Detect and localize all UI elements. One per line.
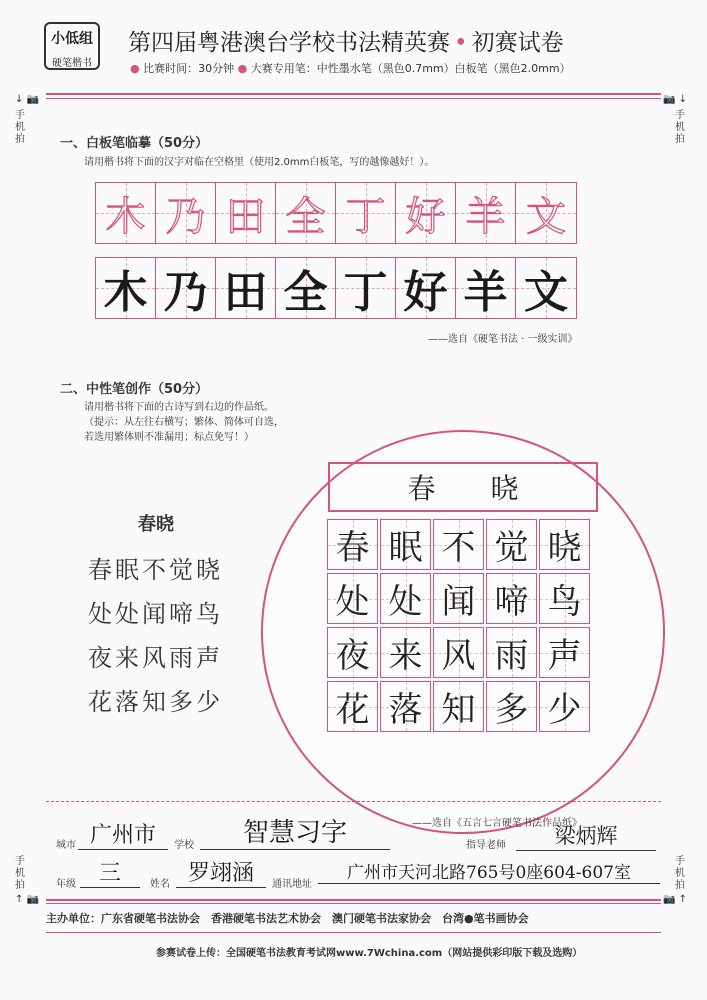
work-cell[interactable]: 眠: [380, 519, 431, 570]
poem-line: 花落知多少: [88, 688, 223, 716]
work-cell[interactable]: 春: [327, 519, 378, 570]
work-cell[interactable]: 不: [433, 519, 484, 570]
camera-icon: 📷 ↓: [662, 94, 687, 105]
teacher-label: 指导老师: [466, 840, 506, 851]
model-grid: [95, 257, 577, 319]
section2-heading: 二、中性笔创作（50分）: [60, 382, 209, 397]
grid-cell[interactable]: 全: [276, 183, 336, 243]
work-cell[interactable]: 雨: [486, 627, 537, 678]
work-cell[interactable]: 花: [327, 681, 378, 732]
group-logo: [44, 22, 100, 70]
school-field[interactable]: 智慧习字: [200, 812, 390, 850]
teacher-field[interactable]: 梁炳辉: [516, 820, 656, 851]
tracing-grid: [95, 182, 577, 244]
work-cell[interactable]: 处: [380, 573, 431, 624]
work-cell[interactable]: 多: [486, 681, 537, 732]
title-suffix: 初赛试卷: [471, 30, 564, 56]
work-row: [327, 519, 599, 570]
upload-prefix: 参赛试卷上传：: [156, 948, 226, 959]
section2-instruction: 请用楷书将下面的古诗写到右边的作品纸。 （提示：从左往右横写；繁体、简体可自选， 若选用繁体则不准漏用；标点免写！）: [84, 402, 284, 443]
photo-hint-left: 手 机 拍: [15, 110, 25, 145]
grid-cell: 羊: [456, 258, 516, 318]
section2-source: ——选自《五言七言硬笔书法作品纸》: [412, 818, 582, 829]
bullet-icon: ●: [237, 62, 248, 75]
school-label: 学校: [174, 840, 194, 851]
logo-style-text: 硬笔楷书: [52, 58, 92, 69]
work-cell[interactable]: 落: [380, 681, 431, 732]
exam-pen: 大赛专用笔：中性墨水笔（黑色0.7mm）白板笔（黑色2.0mm）: [250, 62, 571, 75]
work-row: [327, 573, 599, 624]
exam-info: [130, 60, 571, 76]
grid-cell[interactable]: 好: [396, 183, 456, 243]
page-title: [128, 24, 564, 57]
grid-cell: 乃: [156, 258, 216, 318]
address-field[interactable]: 广州市天河北路765号0座604-607室: [318, 858, 660, 884]
upload-link[interactable]: 全国硬笔书法教育考试网www.7Wchina.com（网站提供彩印版下载及选购）: [226, 948, 583, 959]
name-field[interactable]: 罗翊涵: [176, 856, 266, 888]
title-main: 第四届粤港澳台学校书法精英赛: [128, 30, 450, 56]
bullet-icon: ●: [130, 62, 140, 75]
work-cell[interactable]: 知: [433, 681, 484, 732]
footer-divider-thin: [46, 903, 661, 904]
work-cell[interactable]: 少: [539, 681, 590, 732]
grid-cell: 丁: [336, 258, 396, 318]
grade-field[interactable]: 三: [80, 856, 140, 888]
grid-cell[interactable]: 羊: [456, 183, 516, 243]
work-cell[interactable]: 来: [380, 627, 431, 678]
name-label: 姓名: [150, 879, 170, 890]
work-row: [327, 681, 599, 732]
footer-divider: [46, 899, 661, 901]
camera-icon: ↓ 📷: [14, 94, 39, 105]
exam-time: 比赛时间：30分钟: [143, 62, 235, 75]
section1-source: ——选自《硬笔书法 · 一级实训》: [428, 334, 578, 345]
grid-cell: 田: [216, 258, 276, 318]
camera-icon: 📷 ↑: [662, 894, 687, 905]
grid-cell: 好: [396, 258, 456, 318]
poem-line: 处处闻啼鸟: [88, 600, 223, 628]
organizer-divider: [46, 932, 661, 933]
camera-icon: ↑ 📷: [14, 894, 39, 905]
grid-cell[interactable]: 田: [216, 183, 276, 243]
poem-title: 春晓: [138, 514, 174, 535]
work-cell[interactable]: 夜: [327, 627, 378, 678]
work-cell[interactable]: 闻: [433, 573, 484, 624]
work-title-char: 晓: [490, 472, 519, 505]
work-cell[interactable]: 处: [327, 573, 378, 624]
grid-cell: 文: [516, 258, 576, 318]
form-divider: [46, 801, 661, 802]
photo-hint-right-bottom: 手 机 拍: [675, 856, 685, 891]
grid-cell[interactable]: 乃: [156, 183, 216, 243]
city-field[interactable]: 广州市: [78, 818, 168, 850]
photo-hint-right: 手 机 拍: [675, 110, 685, 145]
address-label: 通讯地址: [272, 879, 312, 890]
work-cell[interactable]: 鸟: [539, 573, 590, 624]
work-title-box[interactable]: [328, 462, 598, 512]
work-cell[interactable]: 啼: [486, 573, 537, 624]
work-grid: [327, 519, 599, 735]
work-row: [327, 627, 599, 678]
poem-line: 夜来风雨声: [88, 644, 223, 672]
photo-hint-left-bottom: 手 机 拍: [15, 856, 25, 891]
grid-cell[interactable]: 文: [516, 183, 576, 243]
work-cell[interactable]: 声: [539, 627, 590, 678]
grid-cell: 木: [96, 258, 156, 318]
grade-label: 年级: [56, 879, 76, 890]
section1-instruction: 请用楷书将下面的汉字对临在空格里（使用2.0mm白板笔，写的越像越好！）。: [84, 157, 435, 168]
work-cell[interactable]: 风: [433, 627, 484, 678]
upload-info: [156, 944, 582, 959]
grid-cell[interactable]: 木: [96, 183, 156, 243]
logo-group-text: 小低组: [51, 31, 93, 47]
city-label: 城市: [56, 840, 76, 851]
grid-cell[interactable]: 丁: [336, 183, 396, 243]
poem-line: 春眠不觉晓: [88, 556, 223, 584]
section1-heading: 一、白板笔临摹（50分）: [60, 136, 209, 151]
header-divider: [46, 93, 661, 95]
grid-cell: 全: [276, 258, 336, 318]
work-cell[interactable]: 觉: [486, 519, 537, 570]
organizers: 主办单位：广东省硬笔书法协会 香港硬笔书法艺术协会 澳门硬笔书法家协会 台湾●笔书画协会: [46, 912, 529, 925]
title-dot: •: [454, 30, 468, 56]
work-title-char: 春: [407, 472, 436, 505]
work-cell[interactable]: 晓: [539, 519, 590, 570]
header-divider-thin: [46, 98, 661, 99]
